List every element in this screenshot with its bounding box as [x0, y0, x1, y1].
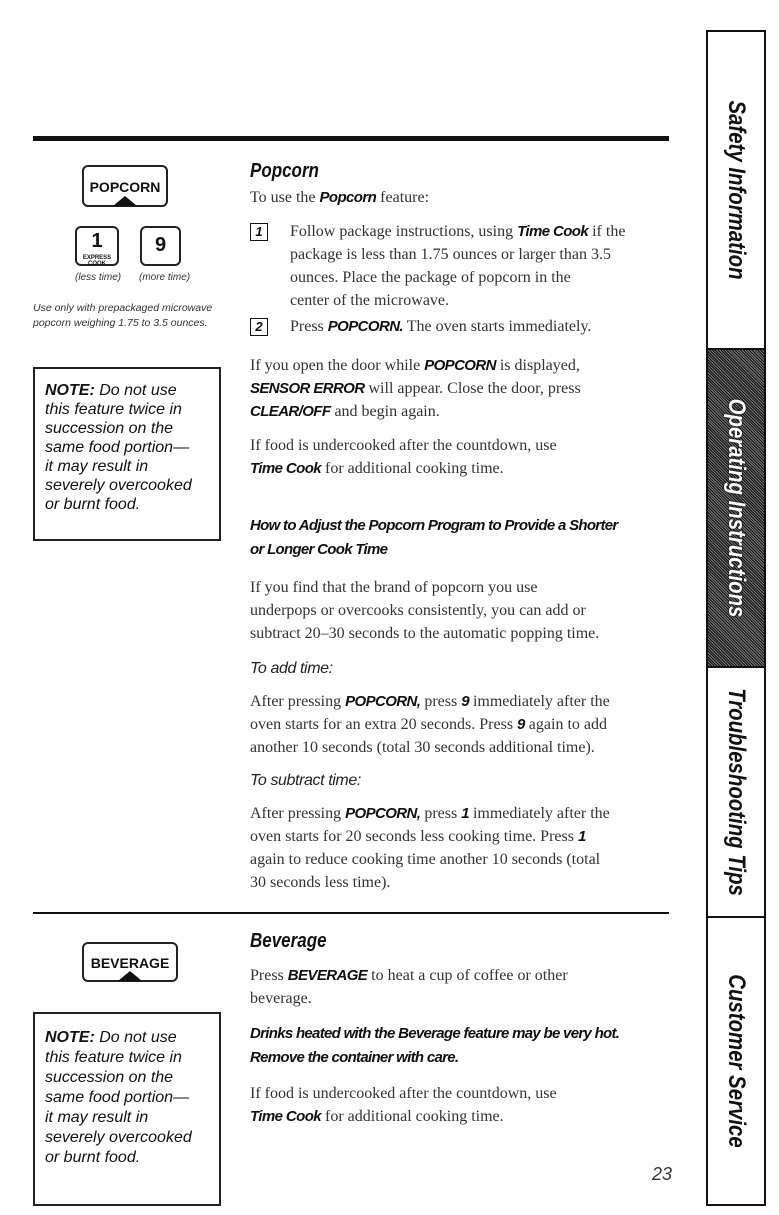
line: subtract 20–30 seconds to the automatic popping time. — [250, 625, 600, 642]
text: After pressing — [250, 805, 346, 822]
beverage-warning — [250, 1022, 680, 1070]
keyword: SENSOR ERROR — [250, 380, 365, 397]
note-line: succession on the — [45, 420, 174, 437]
line: Drinks heated with the Beverage feature may be very hot. — [250, 1025, 620, 1042]
key-pointer-icon — [118, 971, 142, 981]
line — [250, 400, 670, 423]
line — [250, 1105, 670, 1128]
line — [250, 377, 670, 400]
note-line — [45, 1028, 219, 1048]
note-line: this feature twice in — [45, 1049, 182, 1066]
tab-troubleshooting-tips[interactable] — [708, 668, 764, 918]
line: How to Adjust the Popcorn Program to Provide a Shorter — [250, 517, 618, 534]
note-line: or burnt food. — [45, 1149, 141, 1166]
keyword: 1 — [461, 805, 469, 822]
tab-operating-instructions[interactable] — [708, 350, 764, 668]
line: beverage. — [250, 990, 312, 1007]
key-pointer-icon — [113, 196, 137, 206]
keyword: 9 — [517, 716, 525, 733]
text: press — [420, 693, 462, 710]
note-text: Do not use — [94, 382, 177, 399]
beverage-key-label: BEVERAGE — [90, 955, 170, 971]
top-rule — [33, 136, 669, 141]
text: for additional cooking time. — [321, 1108, 504, 1125]
keyword: POPCORN, — [345, 693, 421, 710]
tab-label: Customer Service — [723, 974, 750, 1148]
line: package is less than 1.75 ounces or larger than 3.5 — [290, 246, 611, 263]
beverage-heading: Beverage — [250, 930, 327, 952]
beverage-intro — [250, 964, 670, 1010]
section-tabs — [706, 30, 766, 1206]
usage-note-line-2: popcorn weighing 1.75 to 3.5 ounces. — [33, 317, 208, 329]
note-line: or burnt food. — [45, 496, 141, 513]
tab-label: Troubleshooting Tips — [723, 688, 750, 896]
subtract-time-heading: To subtract time: — [250, 772, 361, 789]
line: 30 seconds less time). — [250, 874, 391, 891]
popcorn-note-box — [33, 367, 221, 541]
beverage-note-box — [33, 1012, 221, 1206]
beverage-key-icon — [82, 942, 178, 982]
keyword: POPCORN. — [327, 318, 403, 335]
note-line: severely overcooked — [45, 477, 192, 494]
step-1-text — [290, 220, 670, 312]
adjust-paragraph — [250, 576, 670, 645]
note-text: Do not use — [94, 1029, 177, 1046]
tab-label: Operating Instructions — [723, 398, 750, 618]
text: will appear. Close the door, press — [364, 380, 581, 397]
text: The oven starts immediately. — [403, 318, 592, 335]
keyword: Popcorn — [319, 189, 377, 206]
keyword: 1 — [577, 828, 586, 845]
line: another 10 seconds (total 30 seconds additional time). — [250, 739, 595, 756]
section-divider — [33, 912, 669, 914]
step-2-text — [290, 315, 591, 338]
note-line — [45, 381, 219, 400]
note-label: NOTE: — [45, 382, 95, 399]
line — [250, 964, 670, 987]
key-9-number: 9 — [154, 234, 167, 256]
less-time-caption: (less time) — [75, 272, 122, 283]
adjust-heading — [250, 514, 680, 562]
note-line: this feature twice in — [45, 401, 182, 418]
line — [250, 354, 670, 377]
line — [250, 457, 670, 480]
key-1-sublabel: EXPRESS COOK — [82, 255, 112, 267]
note-line: same food portion— — [45, 1089, 190, 1106]
line: If food is undercooked after the countdown, use — [250, 437, 557, 454]
popcorn-key-icon — [82, 165, 168, 207]
note-line: same food portion— — [45, 439, 190, 456]
line: or Longer Cook Time — [250, 541, 388, 558]
line: center of the microwave. — [290, 292, 450, 309]
text: feature: — [376, 189, 430, 206]
keyword: 9 — [461, 693, 469, 710]
line — [250, 713, 670, 736]
text: immediately after the — [468, 693, 610, 710]
text: for additional cooking time. — [321, 460, 504, 477]
beverage-undercooked — [250, 1082, 670, 1128]
line: If food is undercooked after the countdown, use — [250, 1085, 557, 1102]
keyword: Time Cook — [250, 1108, 322, 1125]
text: and begin again. — [330, 403, 440, 420]
page-number: 23 — [652, 1164, 673, 1184]
text: Follow package instructions, using — [290, 223, 518, 240]
undercooked-paragraph — [250, 434, 670, 480]
text: if the — [588, 223, 626, 240]
line: underpops or overcooks consistently, you can add or — [250, 602, 586, 619]
line — [250, 690, 670, 713]
popcorn-intro — [250, 186, 429, 209]
popcorn-key-label: POPCORN — [89, 179, 161, 195]
note-label: NOTE: — [45, 1029, 95, 1046]
line: again to reduce cooking time another 10 seconds (total — [250, 851, 601, 868]
add-time-heading: To add time: — [250, 660, 333, 677]
step-1-marker: 1 — [250, 223, 268, 241]
express-cook-1-key-icon — [75, 226, 119, 266]
text: again to add — [524, 716, 607, 733]
note-line: it may result in — [45, 458, 149, 475]
key-9-icon — [140, 226, 181, 266]
text: oven starts for 20 seconds less cooking time. Press — [250, 828, 578, 845]
key-1-number: 1 — [91, 230, 103, 252]
door-open-paragraph — [250, 354, 670, 423]
keyword: BEVERAGE — [287, 967, 368, 984]
tab-label: Safety Information — [723, 100, 750, 280]
keyword: POPCORN — [424, 357, 496, 374]
keyword: POPCORN, — [345, 805, 421, 822]
text: is displayed, — [495, 357, 580, 374]
keyword: CLEAR/OFF — [250, 403, 331, 420]
line — [250, 802, 670, 825]
text: To use the — [250, 189, 320, 206]
subtract-time-paragraph — [250, 802, 670, 894]
text: After pressing — [250, 693, 346, 710]
usage-note-line-1: Use only with prepackaged microwave — [33, 302, 213, 314]
text: Press — [250, 967, 288, 984]
tab-safety-information[interactable] — [708, 32, 764, 350]
text: immediately after the — [468, 805, 610, 822]
line: If you find that the brand of popcorn you use — [250, 579, 538, 596]
keyword: Time Cook — [250, 460, 322, 477]
text: oven starts for an extra 20 seconds. Press — [250, 716, 518, 733]
line: ounces. Place the package of popcorn in the — [290, 269, 571, 286]
note-line: succession on the — [45, 1069, 174, 1086]
line — [250, 825, 670, 848]
step-2-marker: 2 — [250, 318, 268, 336]
line — [290, 220, 670, 243]
tab-customer-service[interactable] — [708, 918, 764, 1204]
text: If you open the door while — [250, 357, 425, 374]
popcorn-heading: Popcorn — [250, 160, 319, 182]
keyword: Time Cook — [517, 223, 589, 240]
text: Press — [290, 318, 328, 335]
more-time-caption: (more time) — [139, 272, 191, 283]
line: Remove the container with care. — [250, 1049, 459, 1066]
add-time-paragraph — [250, 690, 670, 759]
note-line: severely overcooked — [45, 1129, 192, 1146]
text: press — [420, 805, 462, 822]
text: to heat a cup of coffee or other — [367, 967, 568, 984]
note-line: it may result in — [45, 1109, 149, 1126]
